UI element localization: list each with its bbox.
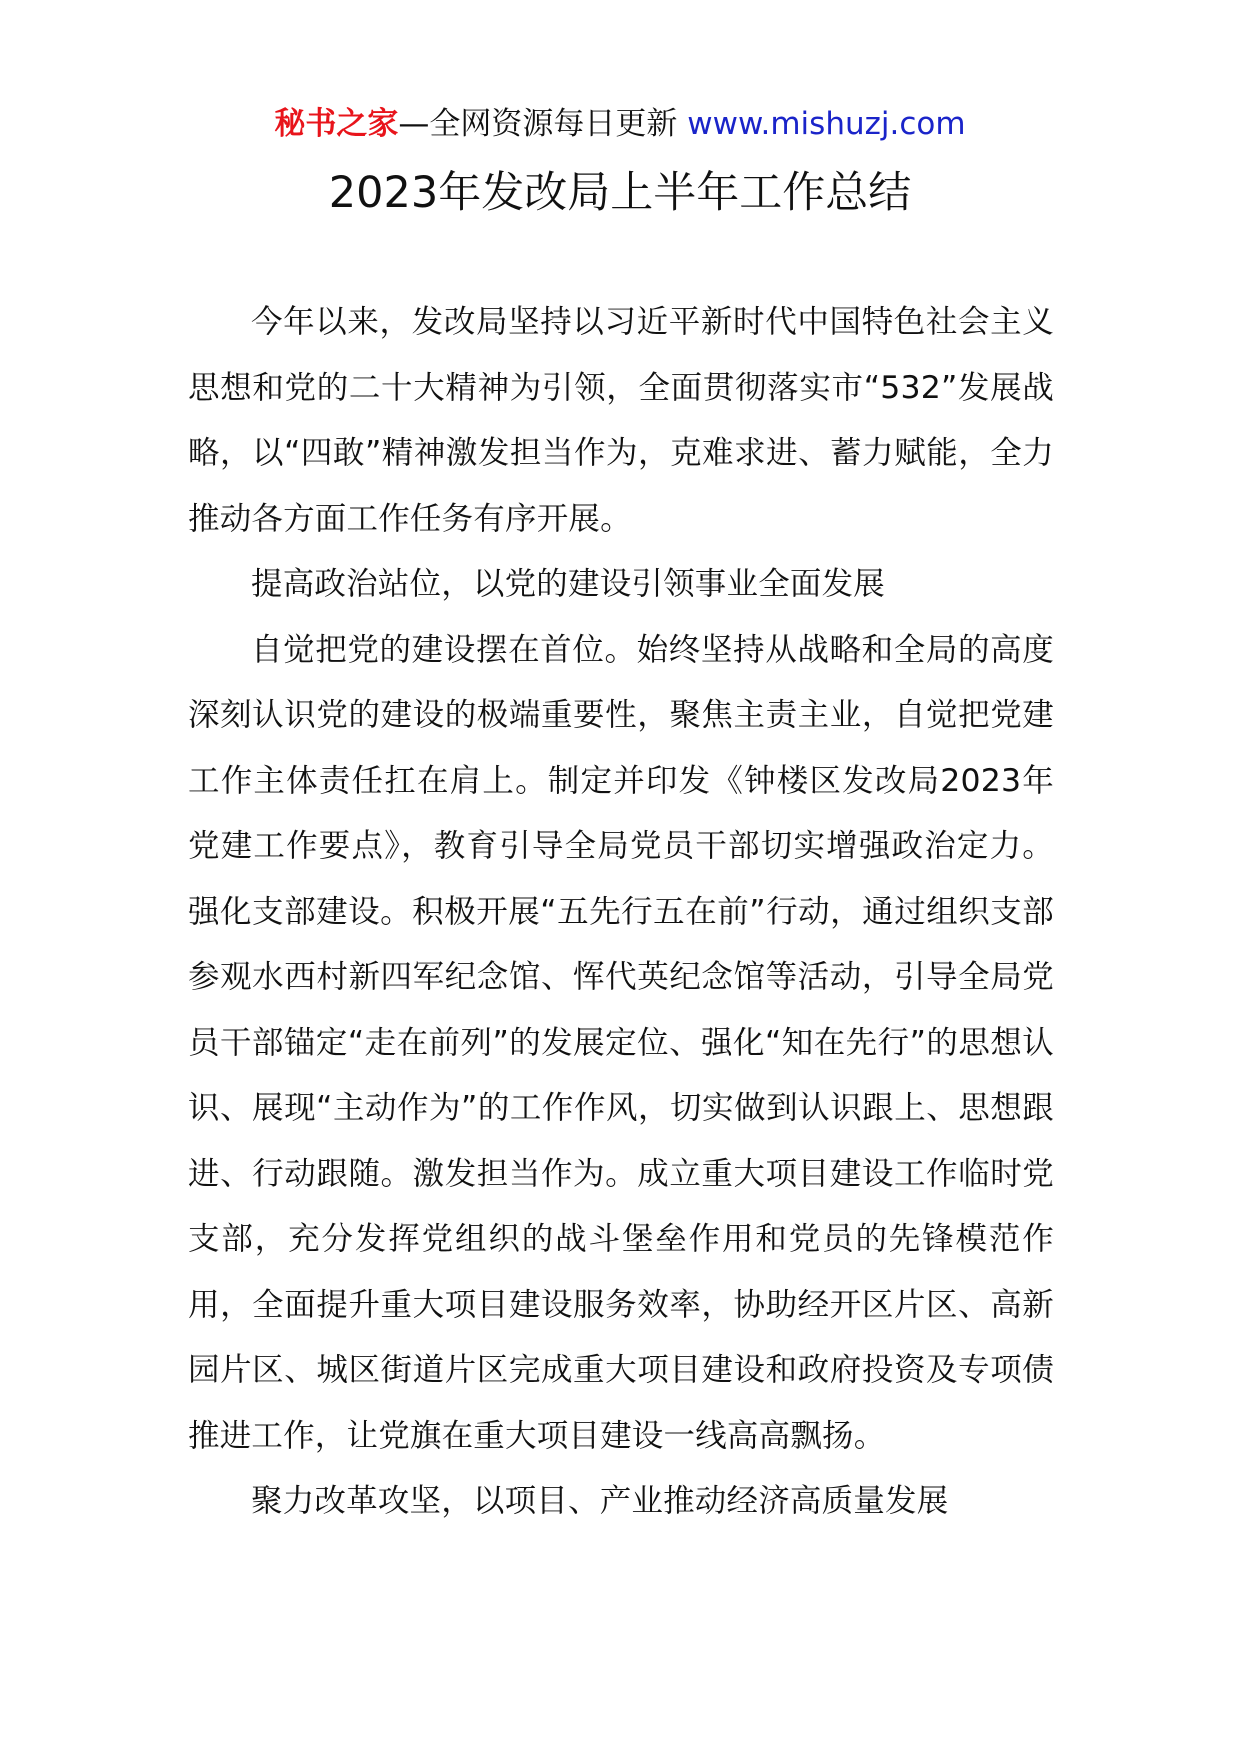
site-header — [0, 102, 1240, 146]
document-body — [188, 290, 1054, 1535]
header-tagline: —全网资源每日更新 — [398, 106, 688, 142]
intro-paragraph: 今年以来，发改局坚持以习近平新时代中国特色社会主义思想和党的二十大精神为引领，全面贯彻落实市“532”发展战略，以“四敢”精神激发担当作为，克难求进、蓄力赋能，全力推动各方面工作任务有序开展。 — [188, 304, 1054, 537]
section-heading-1: 提高政治站位，以党的建设引领事业全面发展 — [251, 566, 886, 602]
section-heading-2: 聚力改革攻坚，以项目、产业推动经济高质量发展 — [251, 1483, 949, 1519]
site-url[interactable]: www.mishuzj.com — [687, 106, 966, 142]
body-paragraph: 自觉把党的建设摆在首位。始终坚持从战略和全局的高度深刻认识党的建设的极端重要性，聚焦主责主业，自觉把党建工作主体责任扛在肩上。制定并印发《钟楼区发改局2023年党建工作要点》，教育引导全局党员干部切实增强政治定力。强化支部建设。积极开展“五先行五在前”行动，通过组织支部参观水西村新四军纪念馆、恽代英纪念馆等活动，引导全局党员干部锚定“走在前列”的发展定位、强化“知在先行”的思想认识、展现“主动作为”的工作作风，切实做到认识跟上、思想跟进、行动跟随。激发担当作为。成立重大项目建设工作临时党支部，充分发挥党组织的战斗堡垒作用和党员的先锋模范作用，全面提升重大项目建设服务效率，协助经开区片区、高新园片区、城区街道片区完成重大项目建设和政府投资及专项债推进工作，让党旗在重大项目建设一线高高飘扬。 — [188, 631, 1054, 1454]
document-title: 2023年发改局上半年工作总结 — [328, 168, 912, 218]
brand-name: 秘书之家 — [274, 106, 399, 142]
